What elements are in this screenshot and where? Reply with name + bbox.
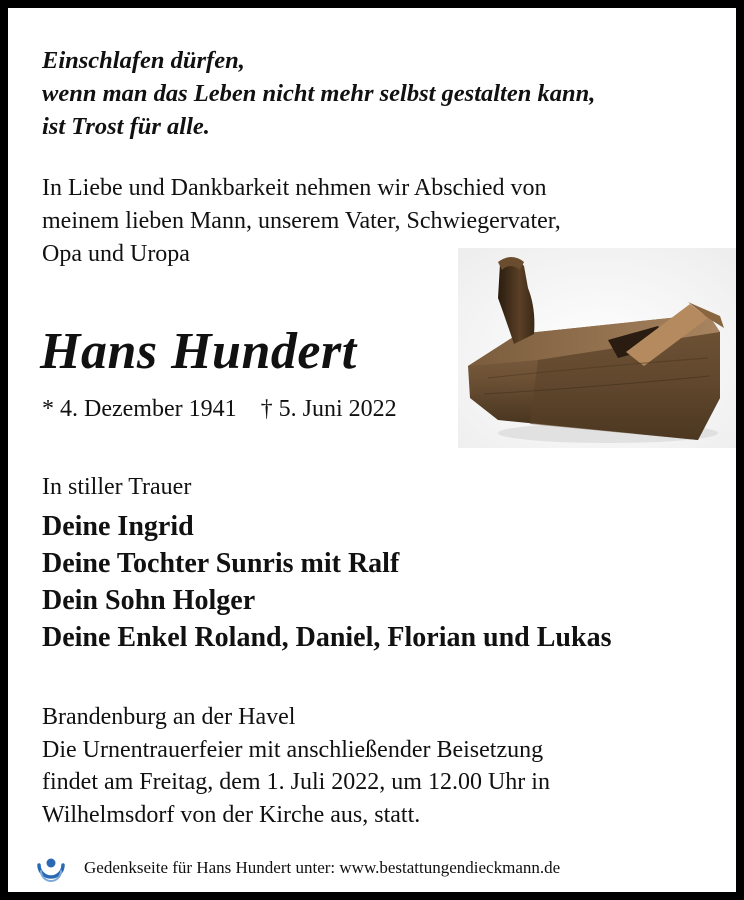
family-member: Deine Ingrid: [42, 511, 194, 542]
motto-line: wenn man das Leben nicht mehr selbst gestalten kann,: [42, 80, 596, 107]
memorial-footer: [36, 853, 560, 883]
funeral-details: [42, 701, 550, 831]
memorial-logo-icon: [36, 853, 66, 883]
details-line: Brandenburg an der Havel: [42, 704, 296, 730]
family-member: Deine Enkel Roland, Daniel, Florian und Lukas: [42, 622, 612, 653]
intro-line: In Liebe und Dankbarkeit nehmen wir Abschied von: [42, 175, 547, 201]
deceased-name: Hans Hundert: [40, 323, 357, 380]
birth-date: * 4. Dezember 1941: [42, 396, 237, 422]
death-date: † 5. Juni 2022: [260, 396, 397, 422]
intro-line: Opa und Uropa: [42, 241, 190, 267]
motto-line: ist Trost für alle.: [42, 113, 210, 140]
intro-line: meinem lieben Mann, unserem Vater, Schwiegervater,: [42, 208, 561, 234]
details-line: Die Urnentrauerfeier mit anschließender Beisetzung: [42, 736, 544, 763]
memorial-link-text[interactable]: Gedenkseite für Hans Hundert unter: www.bestattungendieckmann.de: [84, 858, 561, 877]
family-list: [42, 508, 611, 656]
motto-line: Einschlafen dürfen,: [42, 47, 245, 74]
details-line: Wilhelmsdorf von der Kirche aus, statt.: [42, 801, 421, 828]
details-line: findet am Freitag, dem 1. Juli 2022, um 12.00 Uhr in: [42, 769, 550, 795]
motto: [42, 44, 595, 143]
life-dates: [42, 396, 397, 423]
mourning-label: In stiller Trauer: [42, 474, 192, 500]
wood-plane-image: [458, 248, 736, 448]
family-member: Dein Sohn Holger: [42, 585, 256, 616]
family-member: Deine Tochter Sunris mit Ralf: [42, 548, 400, 579]
obituary-card: [8, 8, 736, 892]
